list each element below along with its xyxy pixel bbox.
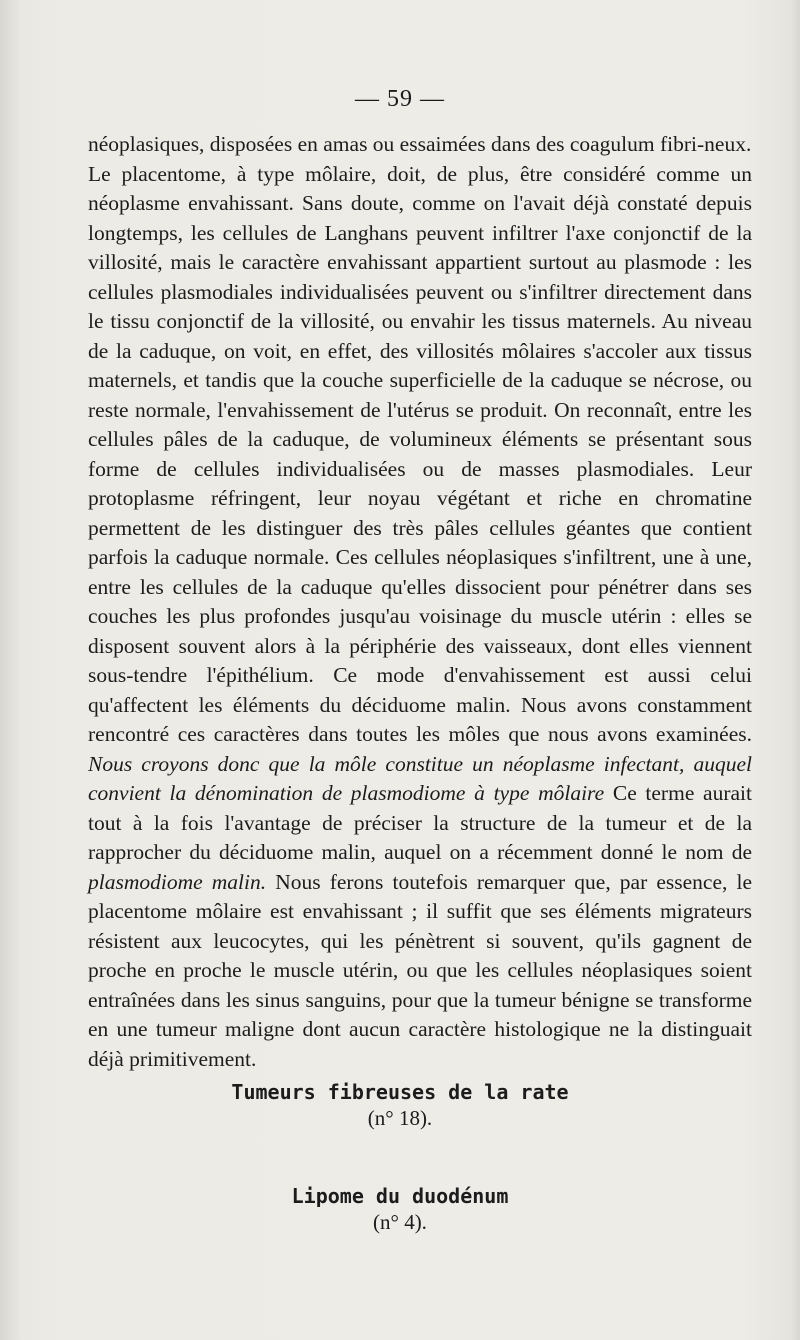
section-heading-rate: Tumeurs fibreuses de la rate bbox=[231, 1080, 569, 1104]
emphasis-conclusion: Nous croyons donc que la môle constitue un néoplasme infectant, auquel convient la dénomination de plasmodiome à type môlaire bbox=[88, 751, 752, 805]
paragraph-2 bbox=[88, 160, 752, 1075]
section-heading-duodenum: Lipome du duodénum bbox=[291, 1184, 509, 1208]
paragraph-2-end: Nous ferons toutefois remarquer que, par essence, le placentome môlaire est envahissant ; il suffit que ses éléments migrateurs résistent aux leucocytes, qui les pénètrent si souvent, qu'ils gagnent de proche en proche le muscle utérin, ou que les cellules néoplasiques soient entraînées dans les sinus sanguins, pour que la tumeur bénigne se transforme en une tumeur maligne dont aucun caractère histologique ne la distinguait déjà primitivement. bbox=[88, 869, 752, 1071]
paragraph-2-text: Le placentome, à type môlaire, doit, de plus, être considéré comme un néoplasme envahissant. Sans doute, comme on l'avait déjà constaté depuis longtemps, les cellules de Langhans peuvent infiltrer l'axe conjonctif de la villosité, mais le caractère envahissant appartient surtout au plasmode : les cellules plasmodiales individualisées peuvent ou s'infiltrer directement dans le tissu conjonctif de la villosité, ou envahir les tissus maternels. Au niveau de la caduque, on voit, en effet, des villosités môlaires s'accoler aux tissus maternels, et tandis que la couche superficielle de la caduque se nécrose, ou reste normale, l'envahissement de l'utérus se produit. On reconnaît, entre les cellules pâles de la caduque, de volumineux éléments se présentant sous forme de cellules individualisées ou de masses plasmodiales. Leur protoplasme réfringent, leur noyau végétant et riche en chromatine permettent de les distinguer des très pâles cellules géantes que contient parfois la caduque normale. Ces cellules néoplasiques s'infiltrent, une à une, entre les cellules de la caduque qu'elles dissocient pour pénétrer dans ses couches les plus profondes jusqu'au voisinage du muscle utérin : elles se disposent souvent alors à la périphérie des vaisseaux, dont elles viennent sous-tendre l'épithélium. Ce mode d'envahissement est aussi celui qu'affectent les éléments du déciduome malin. Nous avons constamment rencontré ces caractères dans toutes les môles que nous avons examinées. bbox=[88, 161, 752, 746]
page-number: — 59 — bbox=[355, 86, 445, 112]
section-ref-rate: (n° 18). bbox=[367, 1106, 433, 1130]
paragraph-1: néoplasiques, disposées en amas ou essaimées dans des coagulum fibri-neux. bbox=[88, 132, 752, 156]
paragraph-2-continuation: Ce terme aurait tout à la fois l'avantage de préciser la structure de la tumeur et de la rapprocher du déciduome malin, auquel on a récemment donné le nom de bbox=[88, 781, 752, 864]
section-ref-duodenum: (n° 4). bbox=[373, 1210, 427, 1234]
body-text bbox=[88, 130, 752, 1074]
emphasis-term: plasmodiome malin. bbox=[88, 869, 267, 894]
